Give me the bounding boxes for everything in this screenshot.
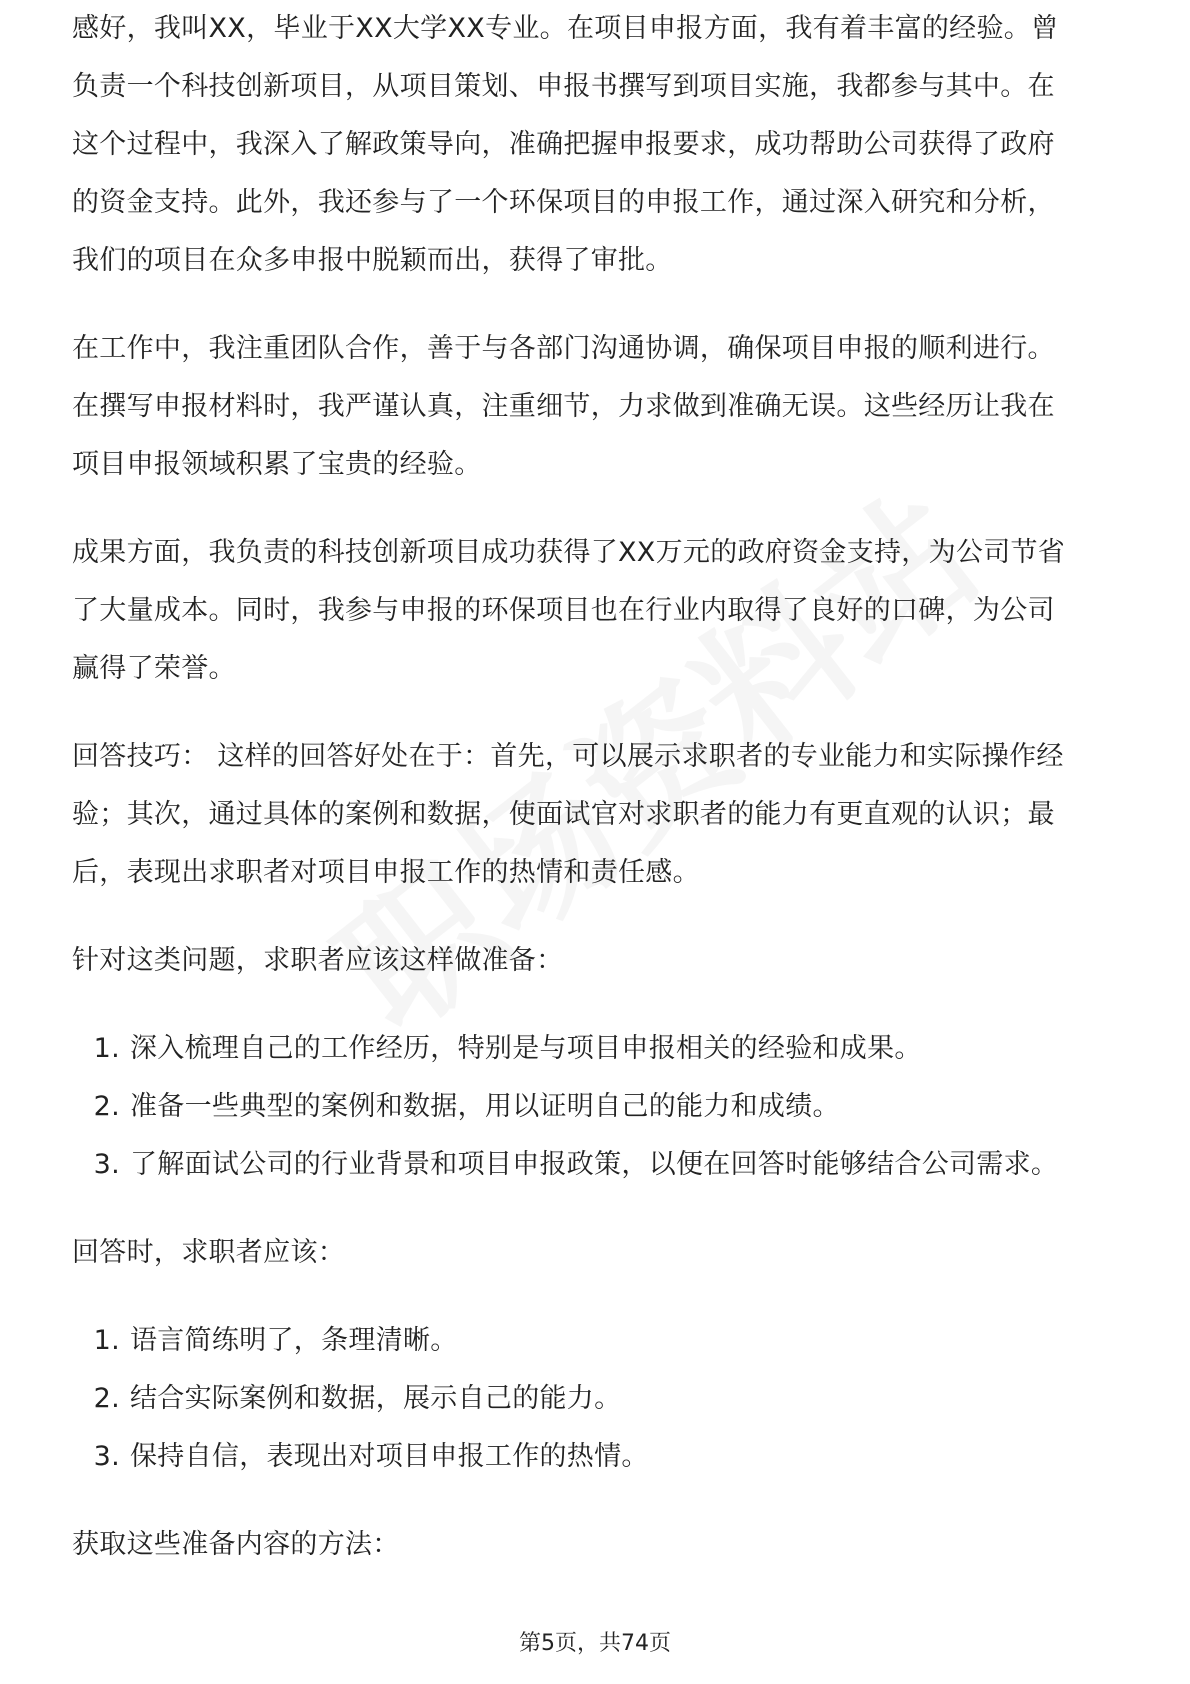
answer-heading: 回答时，求职者应该： [72,1237,345,1268]
text-line: 针对这类问题，求职者应该这样做准备： [72,945,564,976]
text-line: 在撰写申报材料时，我严谨认真，注重细节，力求做到准确无误。这些经历让我在 [72,391,1055,422]
list-number: 2. [93,1383,120,1414]
list-item [82,1428,1122,1486]
text-line: 的资金支持。此外，我还参与了一个环保项目的申报工作，通过深入研究和分析， [72,187,1055,218]
list-text: 深入梳理自己的工作经历，特别是与项目申报相关的经验和成果。 [130,1033,922,1064]
paragraph-prepare-heading [72,932,1122,990]
list-number: 2. [93,1091,120,1122]
list-item [82,1020,1122,1078]
list-text: 语言简练明了，条理清晰。 [130,1325,458,1356]
list-number: 1. [93,1325,120,1356]
paragraph-results [72,524,1122,698]
list-item [82,1370,1122,1428]
list-text: 保持自信，表现出对项目申报工作的热情。 [130,1441,649,1472]
list-number: 3. [93,1441,120,1472]
page-content [72,13,1122,1574]
text-line: 后，表现出求职者对项目申报工作的热情和责任感。 [72,857,700,888]
list-text: 结合实际案例和数据，展示自己的能力。 [130,1383,622,1414]
text-line: 验；其次，通过具体的案例和数据，使面试官对求职者的能力有更直观的认识；最 [72,799,1055,830]
text-line: 赢得了荣誉。 [72,653,236,684]
text-line: 这个过程中，我深入了解政策导向，准确把握申报要求，成功帮助公司获得了政府 [72,129,1055,160]
list-item [82,1078,1122,1136]
paragraph-intro [72,0,1122,290]
text-line: 感好，我叫XX，毕业于XX大学XX专业。在项目申报方面，我有着丰富的经验。曾 [72,13,1059,44]
list-item [82,1312,1122,1370]
paragraph-tips [72,728,1122,902]
text-line: 了大量成本。同时，我参与申报的环保项目也在行业内取得了良好的口碑，为公司 [72,595,1055,626]
page-number-footer: 第5页，共74页 [519,1631,671,1656]
list-item [82,1136,1122,1194]
list-number: 1. [93,1033,120,1064]
list-text: 了解面试公司的行业背景和项目申报政策，以便在回答时能够结合公司需求。 [130,1149,1059,1180]
list-text: 准备一些典型的案例和数据，用以证明自己的能力和成绩。 [130,1091,840,1122]
list-number: 3. [93,1149,120,1180]
text-line: 成果方面，我负责的科技创新项目成功获得了XX万元的政府资金支持，为公司节省 [72,537,1066,568]
text-line: 在工作中，我注重团队合作，善于与各部门沟通协调，确保项目申报的顺利进行。 [72,333,1055,364]
methods-heading: 获取这些准备内容的方法： [72,1529,400,1560]
text-line: 我们的项目在众多申报中脱颖而出，获得了审批。 [72,245,673,276]
text-line: 项目申报领域积累了宝贵的经验。 [72,449,482,480]
paragraph-teamwork [72,320,1122,494]
text-line: 回答技巧： 这样的回答好处在于：首先，可以展示求职者的专业能力和实际操作经 [72,741,1064,772]
answer-list [72,1312,1122,1486]
text-line: 负责一个科技创新项目，从项目策划、申报书撰写到项目实施，我都参与其中。在 [72,71,1055,102]
prepare-list [72,1020,1122,1194]
